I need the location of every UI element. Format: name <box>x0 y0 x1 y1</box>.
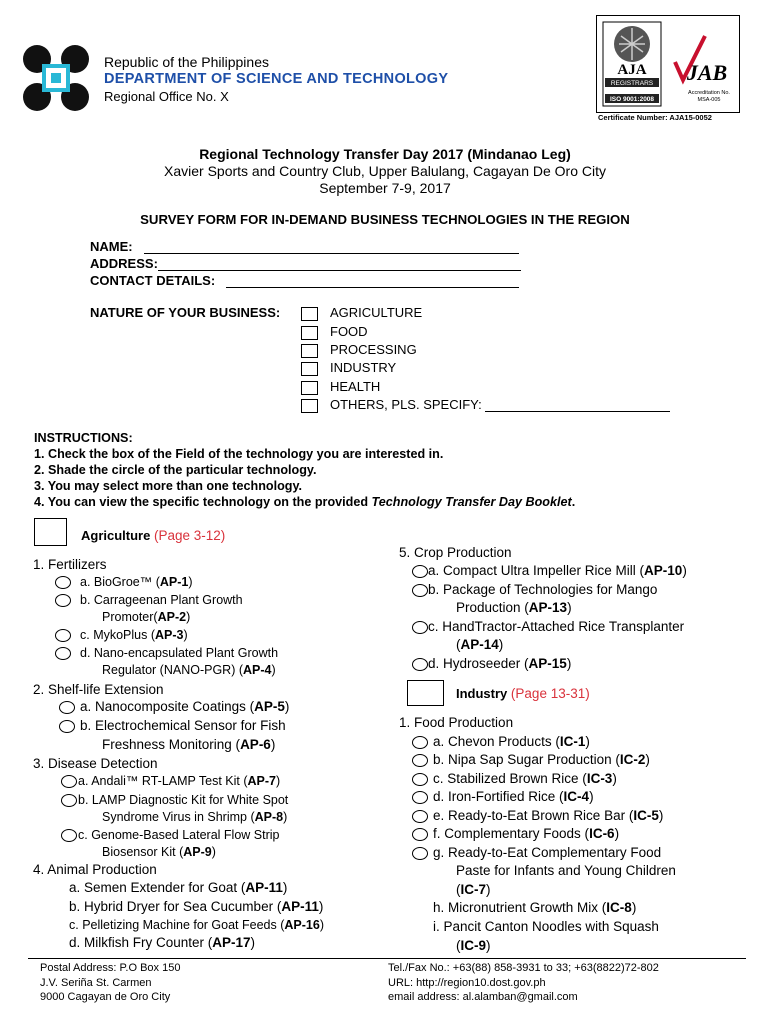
instruction-4-text: 4. You can view the specific technology on the provided <box>34 495 372 509</box>
others-specify-field[interactable] <box>485 411 670 412</box>
ap13-label-line2: Production ( <box>456 600 529 615</box>
ap6-label-line2: Freshness Monitoring ( <box>102 737 241 752</box>
ap10-close: ) <box>682 563 687 578</box>
tel-fax: Tel./Fax No.: +63(88) 858-3931 to 33; +63(8822)72-802 <box>388 962 659 974</box>
ic8-label: h. Micronutrient Growth Mix ( <box>433 900 607 915</box>
footer-postal <box>40 961 180 1005</box>
ap7-item <box>78 774 280 788</box>
regional-office-line: Regional Office No. X <box>104 89 229 104</box>
agency-header <box>104 54 448 105</box>
ap11-item[interactable] <box>69 880 287 895</box>
ap17-close: ) <box>250 935 256 950</box>
ap10-code: AP-10 <box>644 563 683 578</box>
ap1-item <box>80 575 193 589</box>
ic6-item <box>433 826 619 841</box>
ap8-item <box>102 810 287 824</box>
ap10-item <box>428 563 687 578</box>
ap15-close: ) <box>566 656 572 671</box>
ap2-label-line1: b. Carrageenan Plant Growth <box>80 593 243 607</box>
address-field[interactable] <box>158 270 521 271</box>
ap16-code: AP-16 <box>284 918 320 932</box>
instruction-2: 2. Shade the circle of the particular technology. <box>34 463 317 477</box>
certification-box <box>596 15 740 113</box>
ap9-label-line1: c. Genome-Based Lateral Flow Strip <box>78 828 280 842</box>
ap8-label-line2: Syndrome Virus in Shrimp ( <box>102 810 255 824</box>
ic2-close: ) <box>645 752 650 767</box>
nature-option-health: HEALTH <box>330 379 381 394</box>
ap11b-code: AP-11 <box>281 899 319 914</box>
postal-line3: 9000 Cagayan de Oro City <box>40 991 171 1003</box>
ap14-close: ) <box>498 637 504 652</box>
ap4-label-line1: d. Nano-encapsulated Plant Growth <box>80 646 279 660</box>
ap6-close: ) <box>270 737 276 752</box>
contact-label: CONTACT DETAILS: <box>90 273 216 288</box>
ap9-label-line2: Biosensor Kit ( <box>102 845 184 859</box>
health-checkbox[interactable] <box>301 381 318 395</box>
industry-title: Industry <box>456 686 508 701</box>
ap15-code: AP-15 <box>528 656 567 671</box>
group-animal-production: 4. Animal Production <box>33 862 157 877</box>
ic9-code: IC-9 <box>460 938 487 953</box>
certification-logos <box>597 16 739 112</box>
ap3-label: c. MykoPlus ( <box>80 628 156 642</box>
ap11b-item[interactable] <box>69 899 323 914</box>
ap5-code: AP-5 <box>254 699 285 714</box>
ap4-label-line2: Regulator (NANO-PGR) ( <box>102 663 243 677</box>
ic5-label: e. Ready-to-Eat Brown Rice Bar ( <box>433 808 634 823</box>
accreditation-mark: Accreditation No. <box>688 90 730 96</box>
ap13-label-line1: b. Package of Technologies for Mango <box>428 582 658 597</box>
ap9-radio[interactable] <box>61 829 77 842</box>
booklet-name: Technology Transfer Day Booklet <box>371 495 572 509</box>
department-line: DEPARTMENT OF SCIENCE AND TECHNOLOGY <box>104 71 449 87</box>
footer-divider <box>28 958 746 959</box>
ap9-close: ) <box>211 845 216 859</box>
agriculture-checkbox[interactable] <box>301 307 318 321</box>
dost-logo <box>22 44 90 112</box>
ap5-label: a. Nanocomposite Coatings ( <box>80 699 255 714</box>
ic9-item[interactable] <box>456 938 491 953</box>
group-crop-production: 5. Crop Production <box>399 545 512 560</box>
ic7-open: ( <box>456 882 461 897</box>
ic1-radio[interactable] <box>412 736 428 749</box>
agriculture-heading <box>81 528 225 543</box>
agriculture-title: Agriculture <box>81 528 151 543</box>
group-food-production: 1. Food Production <box>399 715 514 730</box>
ap8-radio[interactable] <box>61 794 77 807</box>
event-title: Regional Technology Transfer Day 2017 (Mindanao Leg) <box>199 146 571 162</box>
footer-contact <box>388 961 659 1005</box>
ap16-item[interactable] <box>69 918 324 932</box>
ap4-close: ) <box>271 663 276 677</box>
ic4-close: ) <box>589 789 594 804</box>
food-checkbox[interactable] <box>301 326 318 340</box>
ap2-label-line2: Promoter( <box>102 610 158 624</box>
ic7-code: IC-7 <box>460 882 487 897</box>
name-label: NAME: <box>90 239 133 254</box>
ap7-label: a. Andali™ RT-LAMP Test Kit ( <box>78 774 248 788</box>
ap17-code: AP-17 <box>212 935 251 950</box>
nature-label: NATURE OF YOUR BUSINESS: <box>90 305 281 320</box>
ap14-radio[interactable] <box>412 621 428 634</box>
ap14-open: ( <box>456 637 461 652</box>
ic6-code: IC-6 <box>589 826 615 841</box>
ic7-radio[interactable] <box>412 847 428 860</box>
industry-pages: (Page 13-31) <box>510 686 590 701</box>
ap16-close: ) <box>319 918 324 932</box>
nature-option-industry: INDUSTRY <box>330 360 397 375</box>
ap11-label: a. Semen Extender for Goat ( <box>69 880 246 895</box>
instruction-1: 1. Check the box of the Field of the technology you are interested in. <box>34 447 444 461</box>
ap5-radio[interactable] <box>59 701 75 714</box>
contact-field[interactable] <box>226 287 519 288</box>
ic7-item <box>456 882 491 897</box>
ap11-close: ) <box>282 880 288 895</box>
ap11b-close: ) <box>318 899 324 914</box>
certificate-number: Certificate Number: AJA15-0052 <box>598 113 712 122</box>
msa-mark: MSA-005 <box>697 97 721 103</box>
ap17-item[interactable] <box>69 935 255 950</box>
ap5-close: ) <box>284 699 290 714</box>
processing-checkbox[interactable] <box>301 344 318 358</box>
ic4-code: IC-4 <box>563 789 590 804</box>
ap3-radio[interactable] <box>55 629 71 642</box>
ap2-radio[interactable] <box>55 594 71 607</box>
ap7-code: AP-7 <box>247 774 277 788</box>
ap7-radio[interactable] <box>61 775 77 788</box>
email-address[interactable]: email address: al.alamban@gmail.com <box>388 991 578 1003</box>
ap14-item <box>456 637 503 652</box>
address-label: ADDRESS: <box>90 256 158 271</box>
republic-line: Republic of the Philippines <box>104 54 269 70</box>
ic7-label-line2: Paste for Infants and Young Children <box>456 863 676 878</box>
ap1-label: a. BioGroe™ ( <box>80 575 160 589</box>
ic6-close: ) <box>614 826 620 841</box>
ap13-close: ) <box>567 600 572 615</box>
ap11-code: AP-11 <box>245 880 283 895</box>
ap4-radio[interactable] <box>55 647 71 660</box>
form-title: SURVEY FORM FOR IN-DEMAND BUSINESS TECHNOLOGIES IN THE REGION <box>140 212 630 227</box>
iso-mark: ISO 9001:2008 <box>609 96 655 103</box>
ic3-label: c. Stabilized Brown Rice ( <box>433 771 587 786</box>
ic2-code: IC-2 <box>619 752 646 767</box>
ap3-code: AP-3 <box>155 628 184 642</box>
ap4-item <box>102 663 276 677</box>
instruction-4-period: . <box>571 495 576 509</box>
ic6-radio[interactable] <box>412 828 428 841</box>
ap13-radio[interactable] <box>412 584 428 597</box>
ic3-code: IC-3 <box>586 771 613 786</box>
ic2-radio[interactable] <box>412 754 428 767</box>
agriculture-field-checkbox[interactable] <box>34 518 67 546</box>
ic5-radio[interactable] <box>412 810 428 823</box>
ap6-item <box>102 737 275 752</box>
postal-line1: Postal Address: P.O Box 150 <box>40 962 181 974</box>
ap10-label: a. Compact Ultra Impeller Rice Mill ( <box>428 563 645 578</box>
postal-line2: J.V. Seriña St. Carmen <box>40 976 152 989</box>
ap3-item <box>80 628 188 642</box>
ap10-radio[interactable] <box>412 565 428 578</box>
ic2-item <box>433 752 650 767</box>
ap5-item <box>80 699 289 714</box>
ic5-item <box>433 808 663 823</box>
ap1-code: AP-1 <box>159 575 189 589</box>
ic7-label-line1: g. Ready-to-Eat Complementary Food <box>433 845 662 860</box>
group-shelf-life: 2. Shelf-life Extension <box>33 682 164 697</box>
nature-option-agriculture: AGRICULTURE <box>330 305 423 320</box>
ic5-code: IC-5 <box>633 808 659 823</box>
ap8-close: ) <box>283 810 288 824</box>
instructions-heading: INSTRUCTIONS: <box>34 431 133 445</box>
ap2-close: ) <box>186 610 191 624</box>
ic7-close: ) <box>486 882 491 897</box>
ap8-label-line1: b. LAMP Diagnostic Kit for White Spot <box>78 793 289 807</box>
nature-option-food: FOOD <box>330 324 368 339</box>
nature-option-processing: PROCESSING <box>330 342 417 357</box>
ic1-code: IC-1 <box>559 734 586 749</box>
nature-option-others: OTHERS, PLS. SPECIFY: <box>330 397 482 412</box>
ic4-label: d. Iron-Fortified Rice ( <box>433 789 564 804</box>
ic3-radio[interactable] <box>412 773 428 786</box>
ap13-item <box>456 600 572 615</box>
ic3-close: ) <box>612 771 617 786</box>
ap13-code: AP-13 <box>528 600 568 615</box>
ap2-item <box>102 610 190 624</box>
ap2-code: AP-2 <box>157 610 187 624</box>
industry-checkbox[interactable] <box>301 362 318 376</box>
instruction-4 <box>34 495 575 509</box>
ap11b-label: b. Hybrid Dryer for Sea Cucumber ( <box>69 899 282 914</box>
ic9-close: ) <box>486 938 491 953</box>
ic1-close: ) <box>585 734 590 749</box>
jab-mark: JAB <box>686 60 728 85</box>
ic1-item <box>433 734 590 749</box>
ap14-label-line1: c. HandTractor-Attached Rice Transplanter <box>428 619 685 634</box>
website-url[interactable]: URL: http://region10.dost.gov.ph <box>388 976 546 989</box>
ap6-radio[interactable] <box>59 720 75 733</box>
ic8-item[interactable] <box>433 900 636 915</box>
ap8-code: AP-8 <box>254 810 284 824</box>
industry-field-checkbox[interactable] <box>407 680 444 706</box>
ap3-close: ) <box>183 628 188 642</box>
industry-heading <box>456 686 590 701</box>
ic8-code: IC-8 <box>606 900 632 915</box>
ap4-code: AP-4 <box>243 663 272 677</box>
ap15-item <box>428 656 571 671</box>
ic5-close: ) <box>658 808 664 823</box>
ap16-label: c. Pelletizing Machine for Goat Feeds ( <box>69 918 285 932</box>
ap14-code: AP-14 <box>460 637 499 652</box>
ic8-close: ) <box>631 900 637 915</box>
agriculture-pages: (Page 3-12) <box>153 528 226 543</box>
ap15-radio[interactable] <box>412 658 428 671</box>
ic4-radio[interactable] <box>412 791 428 804</box>
ic6-label: f. Complementary Foods ( <box>433 826 590 841</box>
group-fertilizers: 1. Fertilizers <box>33 557 107 572</box>
ap1-radio[interactable] <box>55 576 71 589</box>
ap1-close: ) <box>188 575 193 589</box>
ap6-code: AP-6 <box>240 737 271 752</box>
registrars-mark: REGISTRARS <box>610 80 654 87</box>
ic9-label-line1: i. Pancit Canton Noodles with Squash <box>433 919 659 934</box>
ic3-item <box>433 771 617 786</box>
group-disease-detection: 3. Disease Detection <box>33 756 158 771</box>
ap6-label-line1: b. Electrochemical Sensor for Fish <box>80 718 286 733</box>
ap9-code: AP-9 <box>183 845 212 859</box>
ic4-item <box>433 789 594 804</box>
ic2-label: b. Nipa Sap Sugar Production ( <box>433 752 620 767</box>
ic9-open: ( <box>456 938 461 953</box>
name-field[interactable] <box>144 253 519 254</box>
others-checkbox[interactable] <box>301 399 318 413</box>
ap15-label: d. Hydroseeder ( <box>428 656 529 671</box>
ap7-close: ) <box>276 774 281 788</box>
ic1-label: a. Chevon Products ( <box>433 734 560 749</box>
ap17-label: d. Milkfish Fry Counter ( <box>69 935 213 950</box>
instruction-3: 3. You may select more than one technology. <box>34 479 303 493</box>
ap9-item <box>102 845 216 859</box>
event-date: September 7-9, 2017 <box>319 180 451 196</box>
aja-mark: AJA <box>617 62 647 78</box>
event-venue: Xavier Sports and Country Club, Upper Balulang, Cagayan De Oro City <box>164 163 606 179</box>
